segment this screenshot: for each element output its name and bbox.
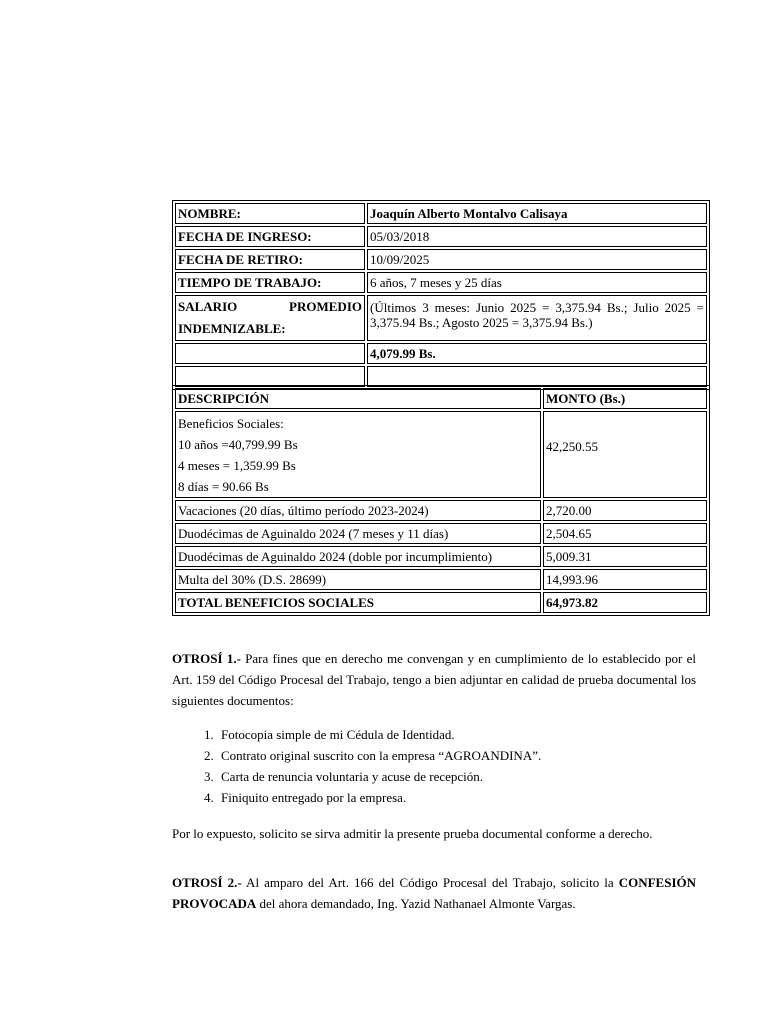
fila-monto: 2,504.65 (543, 523, 707, 544)
otrosi-1-title: OTROSÍ 1.- (172, 651, 241, 666)
retiro-value: 10/09/2025 (367, 249, 707, 270)
salario-label (175, 295, 365, 341)
table-row (175, 592, 707, 613)
datos-trabajador-table (172, 200, 710, 390)
empty-cell (367, 366, 707, 387)
table-row (175, 411, 707, 498)
table-row (175, 343, 707, 364)
tiempo-label: TIEMPO DE TRABAJO: (175, 272, 365, 293)
total-label: TOTAL BENEFICIOS SOCIALES (175, 592, 541, 613)
otrosi-1-paragraph (172, 648, 696, 711)
table-row (175, 569, 707, 590)
salario-label-word: INDEMNIZABLE: (178, 321, 286, 336)
beneficios-line: 8 días = 90.66 Bs (178, 479, 269, 494)
nombre-label: NOMBRE: (175, 203, 365, 224)
otrosi-1-cierre: Por lo expuesto, solicito se sirva admitir la presente prueba documental conforme a derecho. (172, 826, 653, 841)
beneficios-title: Beneficios Sociales: (178, 416, 284, 431)
beneficios-cell (175, 411, 541, 498)
documentos-list (172, 724, 737, 808)
fila-monto: 14,993.96 (543, 569, 707, 590)
total-monto: 64,973.82 (543, 592, 707, 613)
table-row (175, 272, 707, 293)
monto-header: MONTO (Bs.) (543, 388, 707, 409)
otrosi-2-text: Al amparo del Art. 166 del Código Procesal del Trabajo, solicito la (241, 875, 619, 890)
table-row (175, 295, 707, 341)
otrosi-2-paragraph (172, 872, 696, 914)
table-row (175, 249, 707, 270)
empty-cell (175, 343, 365, 364)
otrosi-2-emphasis: CONFESIÓN PROVOCADA (172, 875, 697, 911)
retiro-label: FECHA DE RETIRO: (175, 249, 365, 270)
beneficios-monto (543, 411, 707, 498)
list-item: 1. Fotocopia simple de mi Cédula de Identidad. (217, 724, 737, 745)
list-item: 2. Contrato original suscrito con la empresa “AGROANDINA”. (217, 745, 737, 766)
list-item: 3. Carta de renuncia voluntaria y acuse de recepción. (217, 766, 737, 787)
salario-detalle (367, 295, 707, 341)
salario-label-word: PROMEDIO (289, 299, 362, 314)
fila-monto: 5,009.31 (543, 546, 707, 567)
table-row (175, 366, 707, 387)
ingreso-value: 05/03/2018 (367, 226, 707, 247)
nombre-value: Joaquín Alberto Montalvo Calisaya (367, 203, 707, 224)
salario-detalle-text: (Últimos 3 meses: Junio 2025 = 3,375.94 Bs.; Julio 2025 = 3,375.94 Bs.; Agosto 2025 = 3,375.94 Bs.) (370, 300, 704, 330)
fila-descripcion: Duodécimas de Aguinaldo 2024 (doble por incumplimiento) (175, 546, 541, 567)
otrosi-1-text: Para fines que en derecho me convengan y en cumplimiento de lo establecido por el Art. 159 del Código Procesal del Trabajo, tengo a bien adjuntar en calidad de prueba documental los siguientes documentos: (172, 651, 696, 708)
liquidacion-table (172, 385, 710, 616)
descripcion-header: DESCRIPCIÓN (175, 388, 541, 409)
otrosi-2-title: OTROSÍ 2.- (172, 875, 242, 890)
table-row (175, 388, 707, 409)
table-row (175, 546, 707, 567)
fila-descripcion: Vacaciones (20 días, último período 2023-2024) (175, 500, 541, 521)
fila-descripcion: Duodécimas de Aguinaldo 2024 (7 meses y 11 días) (175, 523, 541, 544)
table-row (175, 226, 707, 247)
fila-descripcion: Multa del 30% (D.S. 28699) (175, 569, 541, 590)
table-row (175, 203, 707, 224)
fila-monto: 2,720.00 (543, 500, 707, 521)
list-item: 4. Finiquito entregado por la empresa. (217, 787, 737, 808)
tiempo-value: 6 años, 7 meses y 25 días (367, 272, 707, 293)
ingreso-label: FECHA DE INGRESO: (175, 226, 365, 247)
salario-monto: 4,079.99 Bs. (367, 343, 707, 364)
beneficios-line: 4 meses = 1,359.99 Bs (178, 458, 296, 473)
beneficios-line: 10 años =40,799.99 Bs (178, 437, 298, 452)
salario-label-word: SALARIO (178, 299, 238, 314)
beneficios-monto-value: 42,250.55 (546, 439, 598, 454)
table-row (175, 523, 707, 544)
table-row (175, 500, 707, 521)
otrosi-2-text: del ahora demandado, Ing. Yazid Nathanael Almonte Vargas. (256, 896, 576, 911)
empty-cell (175, 366, 365, 387)
